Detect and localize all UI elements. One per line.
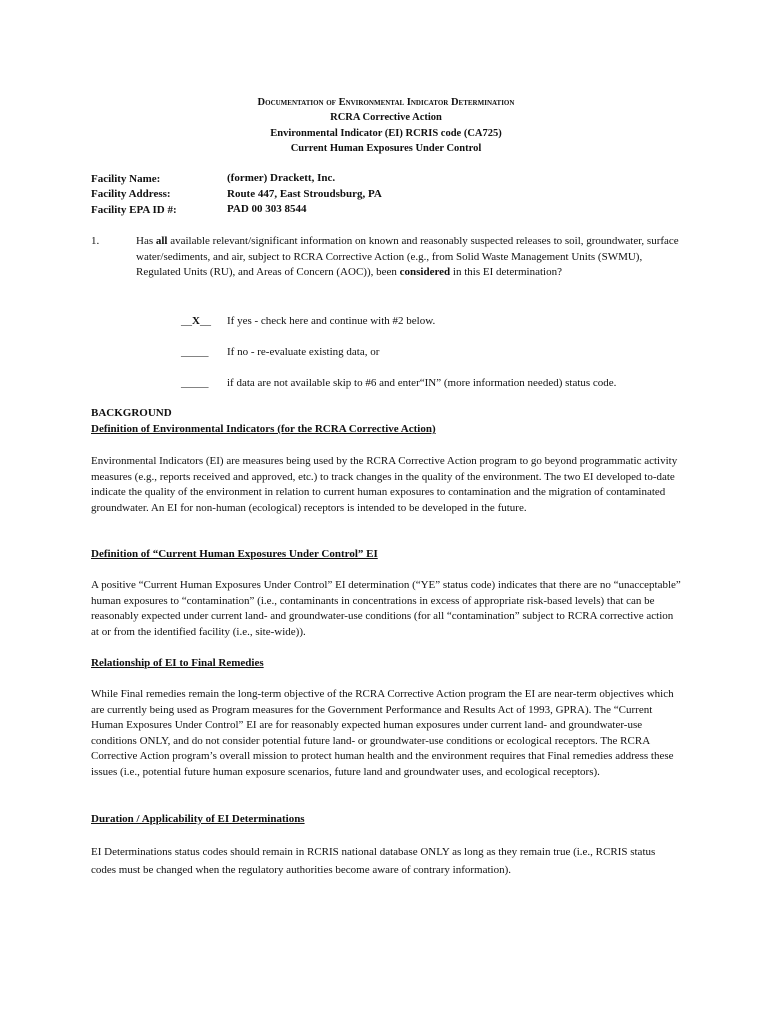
option-no-text: If no - re-evaluate existing data, or <box>227 346 380 358</box>
facility-epa-id-value: PAD 00 303 8544 <box>227 203 307 215</box>
checkbox-blank: __ <box>199 315 211 327</box>
paragraph-text: A positive “Current Human Exposures Under Control” EI determination (“YE” status code) indicates that there are no “unacceptable” human exposures to “contamination” (i.e., contaminants in concentrations in excess of appropriate risk-based levels) that can be reasonably expected under current land- and groundwater-use conditions (for all “contamination” subject to RCRA corrective action at or from the identified facility (i.e., site-wide)). <box>91 579 681 638</box>
question-emphasis-considered: considered <box>399 266 451 279</box>
question-text-part: Has <box>136 235 156 247</box>
question-number: 1. <box>91 235 100 247</box>
question-text <box>136 234 681 281</box>
facility-epa-id-label: Facility EPA ID #: <box>91 204 177 216</box>
duration-paragraph <box>91 843 681 879</box>
checkbox-mark: X <box>192 315 200 327</box>
doc-title: Documentation of Environmental Indicator Determination <box>257 97 515 108</box>
question-emphasis-all: all <box>155 235 168 247</box>
facility-name-label: Facility Name: <box>91 173 161 185</box>
paragraph-text: Environmental Indicators (EI) are measures being used by the RCRA Corrective Action program to go beyond programmatic activity measures (e.g., reports received and approved, etc.) to track changes in the quality of the environment. The two EI developed to-date indicate the quality of the environment in relation to current human exposures to contamination and the migration of contaminated groundwater. An EI for non-human (ecological) receptors is intended to be developed in the future. <box>91 455 678 514</box>
paragraph-text: While Final remedies remain the long-term objective of the RCRA Corrective Action program the EI are near-term objectives which are currently being used as Program measures for the Government Performance and Results Act of 1993, GPRA). The “Current Human Exposures Under Control” EI are for reasonably expected human exposures under current land- and groundwater-use conditions ONLY, and do not consider potential future land- or groundwater-use conditions or ecological receptors. The RCRA Corrective Action program’s overall mission to protect human health and the environment requires that Final remedies address these issues (i.e., potential future human exposure scenarios, future land and groundwater uses, and ecological receptors). <box>91 688 674 778</box>
definition-heading: Definition of “Current Human Exposures Under Control” EI <box>91 548 378 560</box>
checkbox-yes[interactable] <box>181 314 211 330</box>
facility-address-value: Route 447, East Stroudsburg, PA <box>227 188 382 200</box>
relationship-heading: Relationship of EI to Final Remedies <box>91 657 264 669</box>
facility-name-value: (former) Drackett, Inc. <box>227 172 336 184</box>
question-text-part: in this EI determination? <box>450 266 562 279</box>
paragraph-text: EI Determinations status codes should remain in RCRIS national database ONLY as long as they remain true (i.e., RCRIS status codes must be changed when the regulatory authorities become aware of contrary information). <box>91 846 656 876</box>
doc-subtitle-topic: Current Human Exposures Under Control <box>290 143 482 154</box>
checkbox-not-available[interactable]: _____ <box>181 377 209 389</box>
option-not-available-text: if data are not available skip to #6 and enter“IN” (more information needed) status code. <box>227 377 617 389</box>
relationship-paragraph <box>91 687 681 781</box>
definition-paragraph <box>91 578 681 640</box>
environmental-indicators-paragraph <box>91 454 681 516</box>
duration-heading: Duration / Applicability of EI Determinations <box>91 813 305 825</box>
background-heading: BACKGROUND <box>91 407 172 419</box>
checkbox-blank: __ <box>181 315 192 327</box>
facility-address-label: Facility Address: <box>91 188 171 200</box>
option-yes-text: If yes - check here and continue with #2 below. <box>227 315 436 327</box>
checkbox-no[interactable]: _____ <box>181 346 209 358</box>
environmental-indicators-heading: Definition of Environmental Indicators (for the RCRA Corrective Action) <box>91 423 436 435</box>
question-text-part: available relevant/significant information on known and reasonably suspected releases to soil, groundwater, surface water/sediments, and air, subject to RCRA Corrective Action (e.g., from Solid Waste Management Units (SWMU), Regulated Units (RU), and Areas of Concern (AOC)), been <box>136 235 679 279</box>
doc-subtitle-code: Environmental Indicator (EI) RCRIS code (CA725) <box>270 128 502 139</box>
doc-subtitle-program: RCRA Corrective Action <box>330 112 442 123</box>
